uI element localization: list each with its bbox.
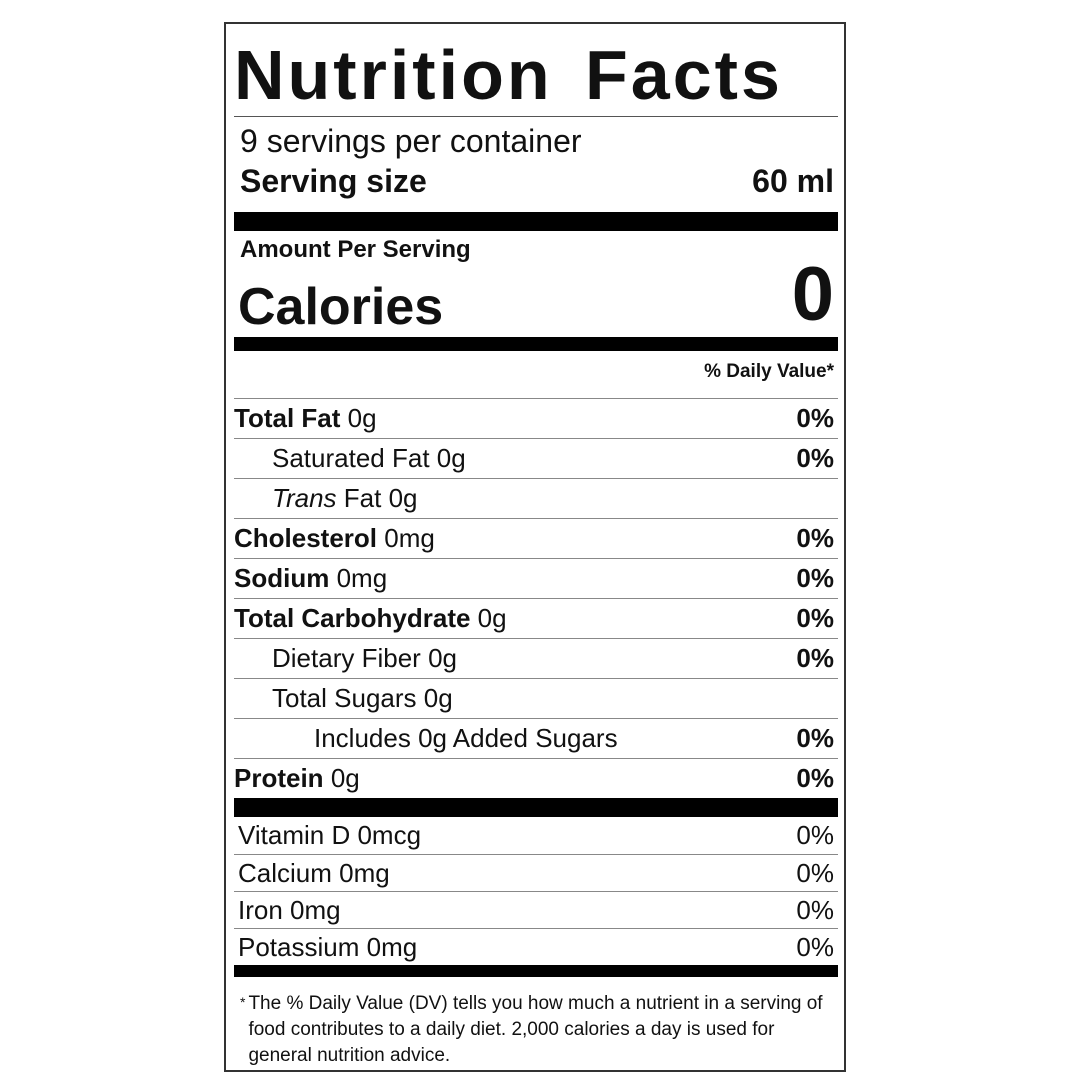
nutrient-dv: 0% — [796, 443, 834, 473]
nutrient-amount: 0g — [436, 443, 466, 473]
nutrient-dv: 0% — [796, 403, 834, 433]
vitamin-label: Iron 0mg — [238, 894, 341, 925]
nutrient-name: Dietary Fiber — [272, 643, 421, 673]
nutrient-row-trans-fat — [234, 478, 838, 518]
vitamin-row-calcium — [234, 854, 838, 891]
amount-per-serving: Amount Per Serving — [240, 236, 471, 263]
nutrient-dv: 0% — [796, 763, 834, 793]
calories-row — [234, 252, 838, 337]
nutrient-amount: 0g — [428, 643, 457, 673]
serving-size-value: 60 ml — [752, 163, 834, 199]
nutrient-amount: 0g — [423, 683, 453, 713]
nutrient-name: Saturated Fat — [272, 443, 430, 473]
vitamin-dv: 0% — [796, 894, 834, 925]
nutrient-row-added-sugars — [234, 718, 838, 758]
nutrient-row-sodium — [234, 558, 838, 598]
medium-divider — [234, 337, 838, 351]
nutrient-name: Sodium — [234, 563, 330, 593]
nutrient-name-italic: Trans — [272, 483, 337, 513]
serving-size-label: Serving size — [240, 163, 427, 199]
heavy-divider — [234, 798, 838, 817]
vitamin-dv: 0% — [796, 931, 834, 962]
nutrient-amount: 0g — [388, 483, 418, 513]
nutrient-amount: 0g — [418, 723, 447, 753]
nutrient-name: Fat — [343, 483, 382, 513]
nutrient-dv: 0% — [796, 563, 834, 593]
nutrient-name: Added Sugars — [452, 723, 618, 753]
vitamin-label: Calcium 0mg — [238, 857, 390, 888]
nutrient-row-dietary-fiber — [234, 638, 838, 678]
nutrient-amount: 0mg — [384, 523, 435, 553]
nutrient-row-total-fat — [234, 398, 838, 438]
nutrient-dv: 0% — [796, 723, 834, 753]
nutrient-amount: 0g — [330, 763, 360, 793]
daily-value-header: % Daily Value* — [704, 361, 834, 382]
footnote-star: * — [240, 994, 246, 1010]
heavy-divider — [234, 212, 838, 231]
daily-value-footnote — [234, 977, 838, 1069]
nutrient-amount: 0g — [347, 403, 377, 433]
nutrition-facts-label — [224, 22, 846, 1072]
nutrient-dv: 0% — [796, 523, 834, 553]
vitamin-row-vitamin-d — [234, 817, 838, 854]
nutrient-row-protein — [234, 758, 838, 798]
servings-per-container: 9 servings per container — [240, 123, 582, 159]
vitamin-dv: 0% — [796, 857, 834, 888]
nutrient-dv: 0% — [796, 643, 834, 673]
vitamin-label: Vitamin D 0mcg — [238, 820, 422, 850]
nutrient-amount: 0g — [477, 603, 507, 633]
nutrient-name: Total Carbohydrate — [234, 603, 471, 633]
nutrient-name: Total Sugars — [272, 683, 417, 713]
footnote-text: The % Daily Value (DV) tells you how much a nutrient in a serving of food contributes to a daily diet. 2,000 calories a day is used for general nutrition advice. — [248, 993, 823, 1066]
nutrient-amount: 0mg — [336, 563, 388, 593]
vitamin-dv: 0% — [796, 820, 834, 850]
nutrient-row-total-sugars — [234, 678, 838, 718]
label-title: Nutrition Facts — [234, 36, 783, 114]
vitamin-row-iron — [234, 891, 838, 928]
nutrient-name: Cholesterol — [234, 523, 378, 553]
vitamin-row-potassium — [234, 928, 838, 965]
serving-size-row — [234, 163, 838, 212]
footer-divider — [234, 965, 838, 977]
calories-value: 0 — [791, 252, 834, 337]
nutrient-row-saturated-fat — [234, 438, 838, 478]
nutrient-name: Total Fat — [234, 403, 341, 433]
vitamin-label: Potassium 0mg — [238, 931, 418, 962]
calories-label: Calories — [238, 278, 444, 336]
nutrient-row-cholesterol — [234, 518, 838, 558]
nutrient-dv: 0% — [796, 603, 834, 633]
nutrient-name: Protein — [234, 763, 324, 793]
nutrient-prefix: Includes — [314, 723, 411, 753]
nutrient-row-total-carbohydrate — [234, 598, 838, 638]
